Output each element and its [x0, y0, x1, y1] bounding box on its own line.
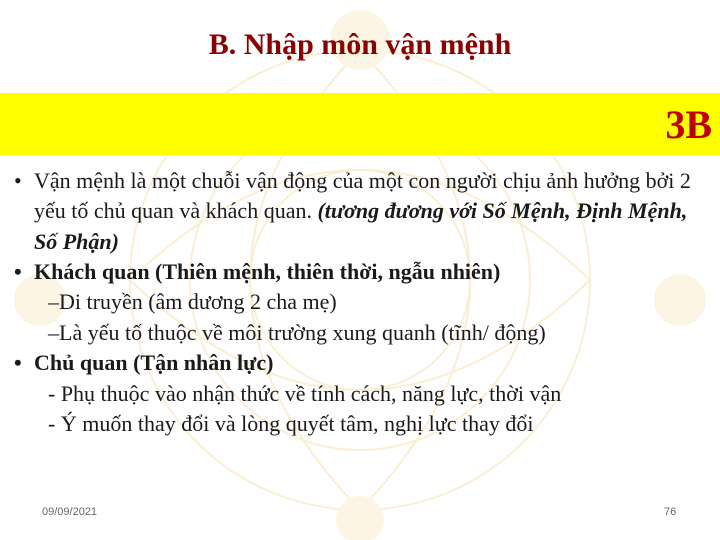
bullet-icon: •: [14, 350, 22, 376]
sub-item: –Là yếu tố thuộc về môi trường xung quanh (tĩnh/ động): [48, 319, 546, 345]
bullet-1-emphasis: (tương đương với Số Mệnh, Định Mệnh, Số Phận): [34, 198, 688, 254]
bullet-item-1: [14, 166, 714, 257]
sub-item: - Phụ thuộc vào nhận thức về tính cách, năng lực, thời vận: [48, 380, 562, 406]
slide-content: [14, 166, 714, 439]
page-number: 76: [664, 506, 677, 518]
bullet-item-2: [14, 257, 714, 287]
banner-code: 3B: [665, 102, 712, 147]
sub-item: –Di truyền (âm dương 2 cha mẹ): [48, 289, 337, 315]
sub-item: - Ý muốn thay đổi và lòng quyết tâm, nghị lực thay đổi: [48, 410, 534, 436]
yellow-banner: [0, 93, 720, 155]
bullet-item-3: [14, 348, 714, 378]
bullet-icon: •: [14, 168, 22, 193]
slide-title: B. Nhập môn vận mệnh: [208, 28, 512, 61]
bullet-3-text: Chủ quan (Tận nhân lực): [34, 350, 274, 376]
bullet-1-text: Vận mệnh là một chuỗi vận động của một con người chịu ảnh hưởng bởi 2 yếu tố chủ quan và khách quan.: [34, 168, 691, 224]
bullet-icon: •: [14, 259, 22, 285]
footer-date: 09/09/2021: [42, 506, 98, 518]
bullet-2-text: Khách quan (Thiên mệnh, thiên thời, ngẫu nhiên): [34, 259, 501, 285]
